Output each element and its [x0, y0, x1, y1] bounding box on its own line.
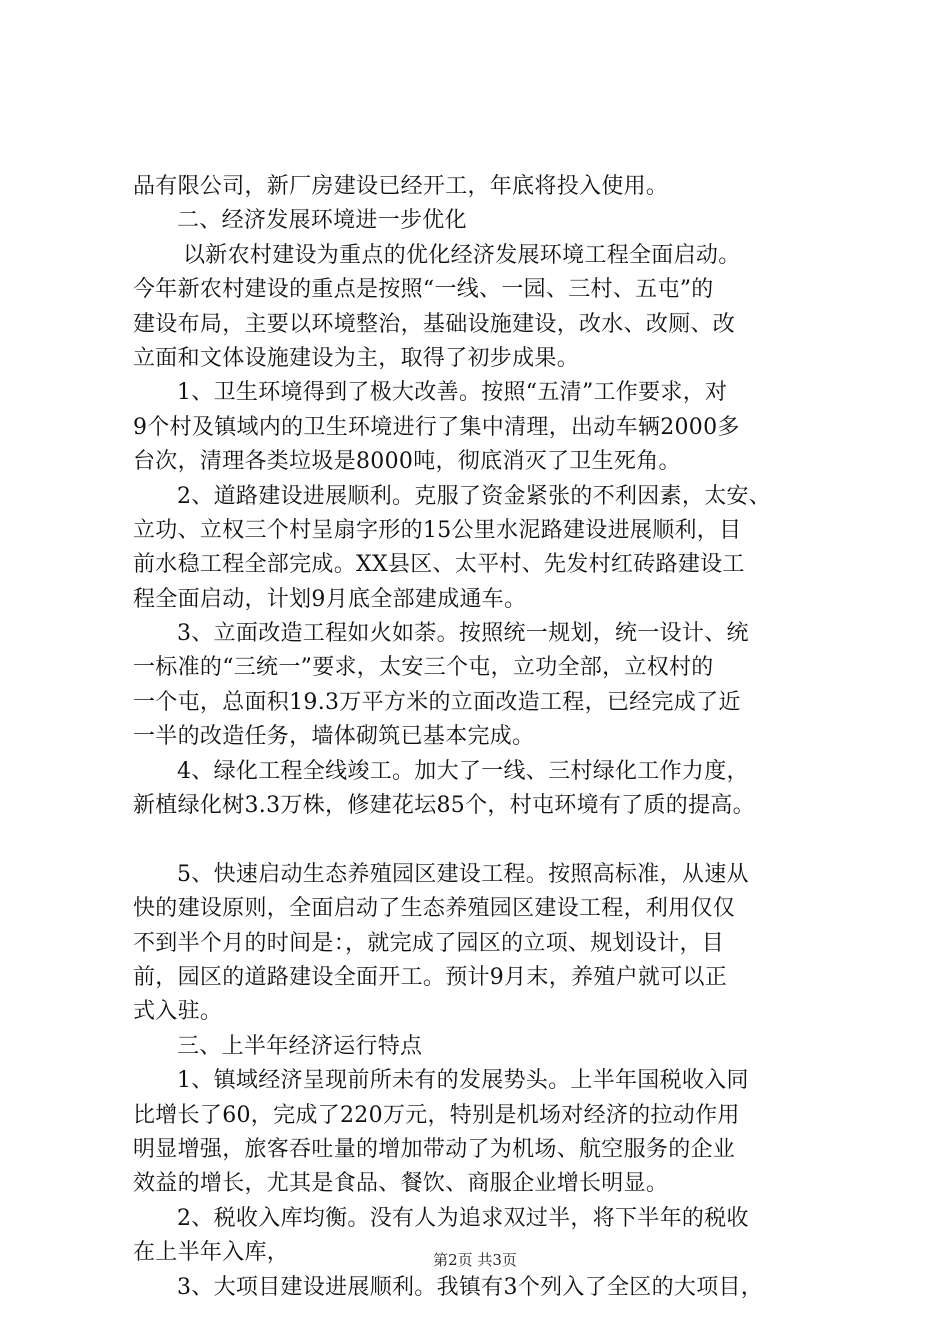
text-line: 前，园区的道路建设全面开工。预计9月末，养殖户就可以正 [133, 964, 728, 990]
text-line: 明显增强，旅客吞吐量的增加带动了为机场、航空服务的企业 [133, 1136, 736, 1162]
text-line: 式入驻。 [133, 999, 223, 1025]
text-line: 3、大项目建设进展顺利。我镇有3个列入了全区的大项目， [177, 1274, 764, 1300]
text-line: 比增长了60，完成了220万元，特别是机场对经济的拉动作用 [133, 1102, 740, 1128]
text-line: 在上半年入库， [133, 1240, 290, 1266]
text-line: 2、道路建设进展顺利。克服了资金紧张的不利因素，太安、 [177, 483, 772, 509]
text-line: 5、快速启动生态养殖园区建设工程。按照高标准，从速从 [177, 861, 749, 887]
text-line: 1、镇域经济呈现前所未有的发展势头。上半年国税收入同 [177, 1068, 749, 1094]
text-line: 一个屯，总面积19.3万平方米的立面改造工程，已经完成了近 [133, 689, 741, 715]
text-line: 建设布局，主要以环境整治，基础设施建设，改水、改厕、改 [133, 311, 736, 337]
text-line: 品有限公司，新厂房建设已经开工，年底将投入使用。 [133, 174, 669, 199]
text-line: 一半的改造任务，墙体砌筑已基本完成。 [133, 724, 535, 750]
text-line: 立功、立权三个村呈扇字形的15公里水泥路建设进展顺利，目 [133, 517, 742, 543]
text-line: 前水稳工程全部完成。XX县区、太平村、先发村红砖路建设工 [133, 552, 745, 578]
text-line: 1、卫生环境得到了极大改善。按照“五清”工作要求，对 [177, 380, 728, 406]
text-line: 不到半个月的时间是：，就完成了园区的立项、规划设计，目 [133, 930, 725, 956]
text-line: 4、绿化工程全线竣工。加大了一线、三村绿化工作力度， [177, 758, 749, 784]
text-line: 新植绿化树3.3万株，修建花坛85个，村屯环境有了质的提高。 [133, 793, 755, 819]
text-line: 今年新农村建设的重点是按照“一线、一园、三村、五屯”的 [133, 277, 714, 303]
text-line: 台次，清理各类垃圾是8000吨，彻底消灭了卫生死角。 [133, 449, 681, 475]
page-footer: 第2页 共3页 [433, 1251, 517, 1269]
text-line: 立面和文体设施建设为主，取得了初步成果。 [133, 345, 580, 371]
document-body [133, 170, 833, 1305]
text-line: 效益的增长，尤其是食品、餐饮、商服企业增长明显。 [133, 1171, 669, 1197]
text-line: 以新农村建设为重点的优化经济发展环境工程全面启动。 [183, 242, 741, 268]
text-line: 一标准的“三统一”要求，太安三个屯，立功全部，立权村的 [133, 655, 714, 681]
text-line: 2、税收入库均衡。没有人为追求双过半，将下半年的税收 [177, 1205, 749, 1231]
text-line: 快的建设原则，全面启动了生态养殖园区建设工程，利用仅仅 [133, 896, 736, 922]
text-line: 3、立面改造工程如火如荼。按照统一规划，统一设计、统 [177, 621, 749, 647]
blank-line [133, 823, 833, 857]
section-heading: 二、经济发展环境进一步优化 [177, 208, 467, 234]
section-heading: 三、上半年经济运行特点 [177, 1033, 423, 1059]
text-line: 程全面启动，计划9月底全部建成通车。 [133, 586, 527, 612]
text-line: 9个村及镇域内的卫生环境进行了集中清理，出动车辆2000多 [133, 414, 740, 440]
